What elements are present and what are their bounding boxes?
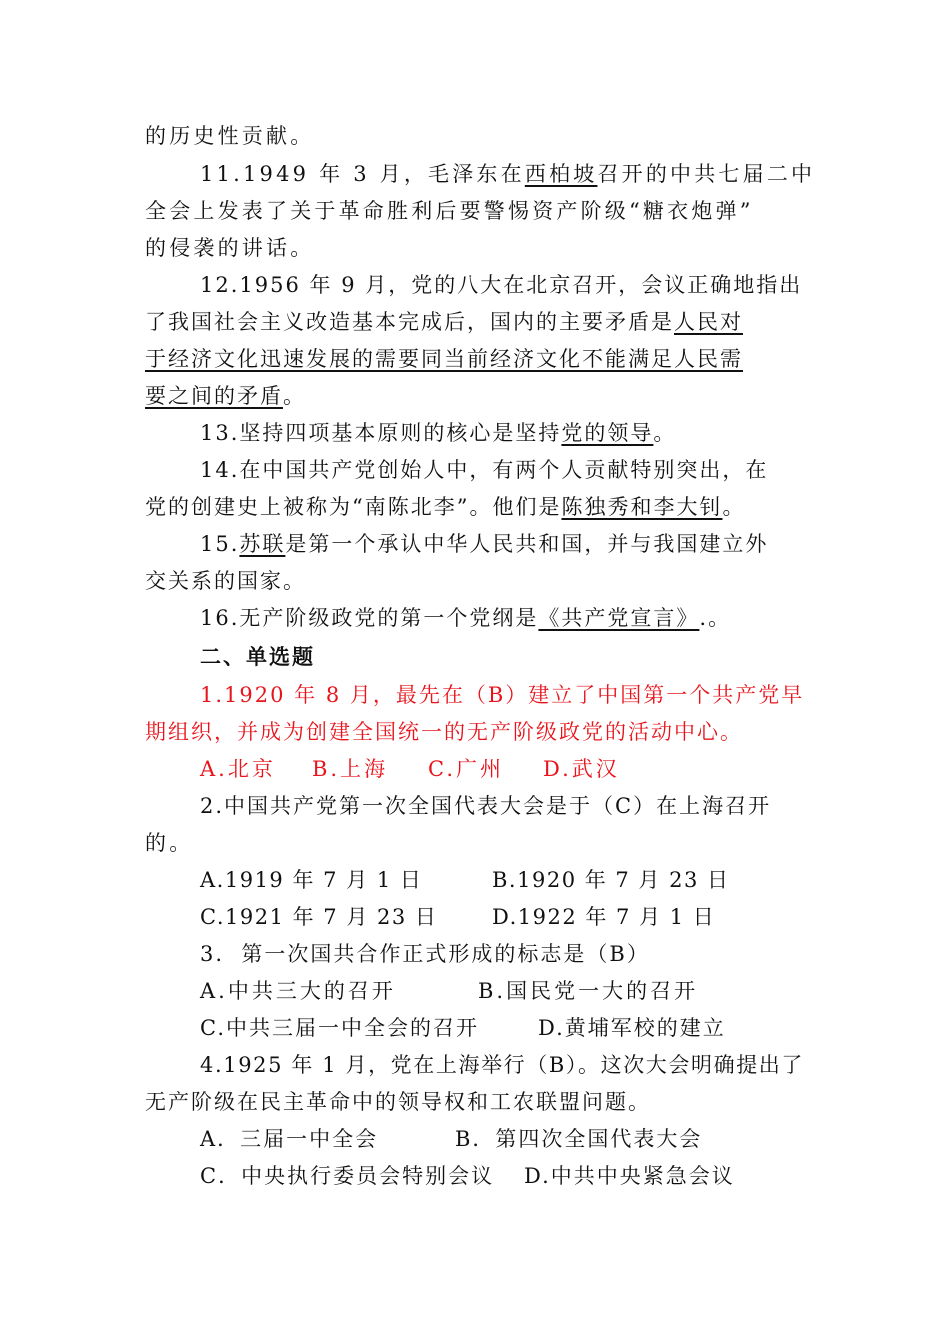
sc-q4-line2: 无产阶级在民主革命中的领导权和工农联盟问题。 (145, 1090, 651, 1114)
sc-q4-option-a: A．三届一中全会 (200, 1127, 379, 1151)
sc-q2-line2: 的。 (145, 831, 194, 855)
sc-q1-line2: 期组织，并成为创建全国统一的无产阶级政党的活动中心。 (145, 720, 743, 744)
q16-answer: 《共产党宣言》 (538, 606, 700, 630)
sc-q3-option-b: B.国民党一大的召开 (478, 979, 699, 1003)
sc-q1-line1: 1.1920 年 8 月，最先在（B）建立了中国第一个共产党早 (200, 683, 805, 707)
sc-q1-option-d: D.武汉 (543, 757, 620, 781)
sc-q4-option-b: B．第四次全国代表大会 (455, 1127, 703, 1151)
q11-line3: 的侵袭的讲话。 (145, 236, 315, 260)
q15-line1: 15.苏联是第一个承认中华人民共和国，并与我国建立外 (200, 532, 769, 556)
sc-q2-option-c: C.1921 年 7 月 23 日 (200, 905, 438, 929)
sc-q1-option-a: A.北京 (200, 757, 276, 781)
q11-line2: 全会上发表了关于革命胜利后要警惕资产阶级“糖衣炮弹” (145, 199, 754, 223)
q16: 16.无产阶级政党的第一个党纲是《共产党宣言》.。 (200, 606, 732, 630)
sc-q3-option-a: A.中共三大的召开 (200, 979, 396, 1003)
sc-q2-option-b: B.1920 年 7 月 23 日 (492, 868, 730, 892)
q12-answer-part3: 要之间的矛盾 (145, 384, 283, 408)
section-heading-single-choice: 二、单选题 (200, 645, 315, 669)
sc-q4-line1: 4.1925 年 1 月，党在上海举行（B）。这次大会明确提出了 (200, 1053, 804, 1077)
sc-q3-line1: 3. 第一次国共合作正式形成的标志是（B） (200, 942, 650, 966)
sc-q2-option-a: A.1919 年 7 月 1 日 (200, 868, 423, 892)
q13-answer: 党的领导 (561, 421, 654, 445)
q12-answer-part1: 人民对 (674, 310, 743, 334)
q11-answer: 西柏坡 (524, 162, 598, 186)
sc-q2-option-d: D.1922 年 7 月 1 日 (492, 905, 716, 929)
sc-q2-line1: 2.中国共产党第一次全国代表大会是于（C）在上海召开 (200, 794, 772, 818)
q14-answer: 陈独秀和李大钊 (561, 495, 723, 519)
q12-line2: 了我国社会主义改造基本完成后，国内的主要矛盾是人民对 (145, 310, 743, 334)
q10-tail: 的历史性贡献。 (145, 124, 315, 148)
sc-q4-option-d: D.中共中央紧急会议 (524, 1164, 735, 1188)
q12-line4: 要之间的矛盾。 (145, 384, 306, 408)
sc-q1-option-b: B.上海 (312, 757, 389, 781)
q12-line3 (145, 345, 743, 373)
sc-q3-option-c: C.中共三届一中全会的召开 (200, 1016, 479, 1040)
q12-line1: 12.1956 年 9 月，党的八大在北京召开，会议正确地指出 (200, 273, 803, 297)
q12-answer-part2: 于经济文化迅速发展的需要同当前经济文化不能满足人民需 (145, 347, 743, 371)
sc-q3-option-d: D.黄埔军校的建立 (538, 1016, 726, 1040)
q11-line1: 11.1949 年 3 月，毛泽东在西柏坡召开的中共七届二中 (200, 162, 816, 186)
q14-line2: 党的创建史上被称为“南陈北李”。他们是陈独秀和李大钊。 (145, 495, 746, 519)
q13: 13.坚持四项基本原则的核心是坚持党的领导。 (200, 421, 677, 445)
q14-line1: 14.在中国共产党创始人中，有两个人贡献特别突出，在 (200, 458, 769, 482)
q15-line2: 交关系的国家。 (145, 569, 306, 593)
sc-q1-option-c: C.广州 (428, 757, 504, 781)
sc-q4-option-c: C．中央执行委员会特别会议 (200, 1164, 495, 1188)
q15-answer: 苏联 (239, 532, 286, 556)
